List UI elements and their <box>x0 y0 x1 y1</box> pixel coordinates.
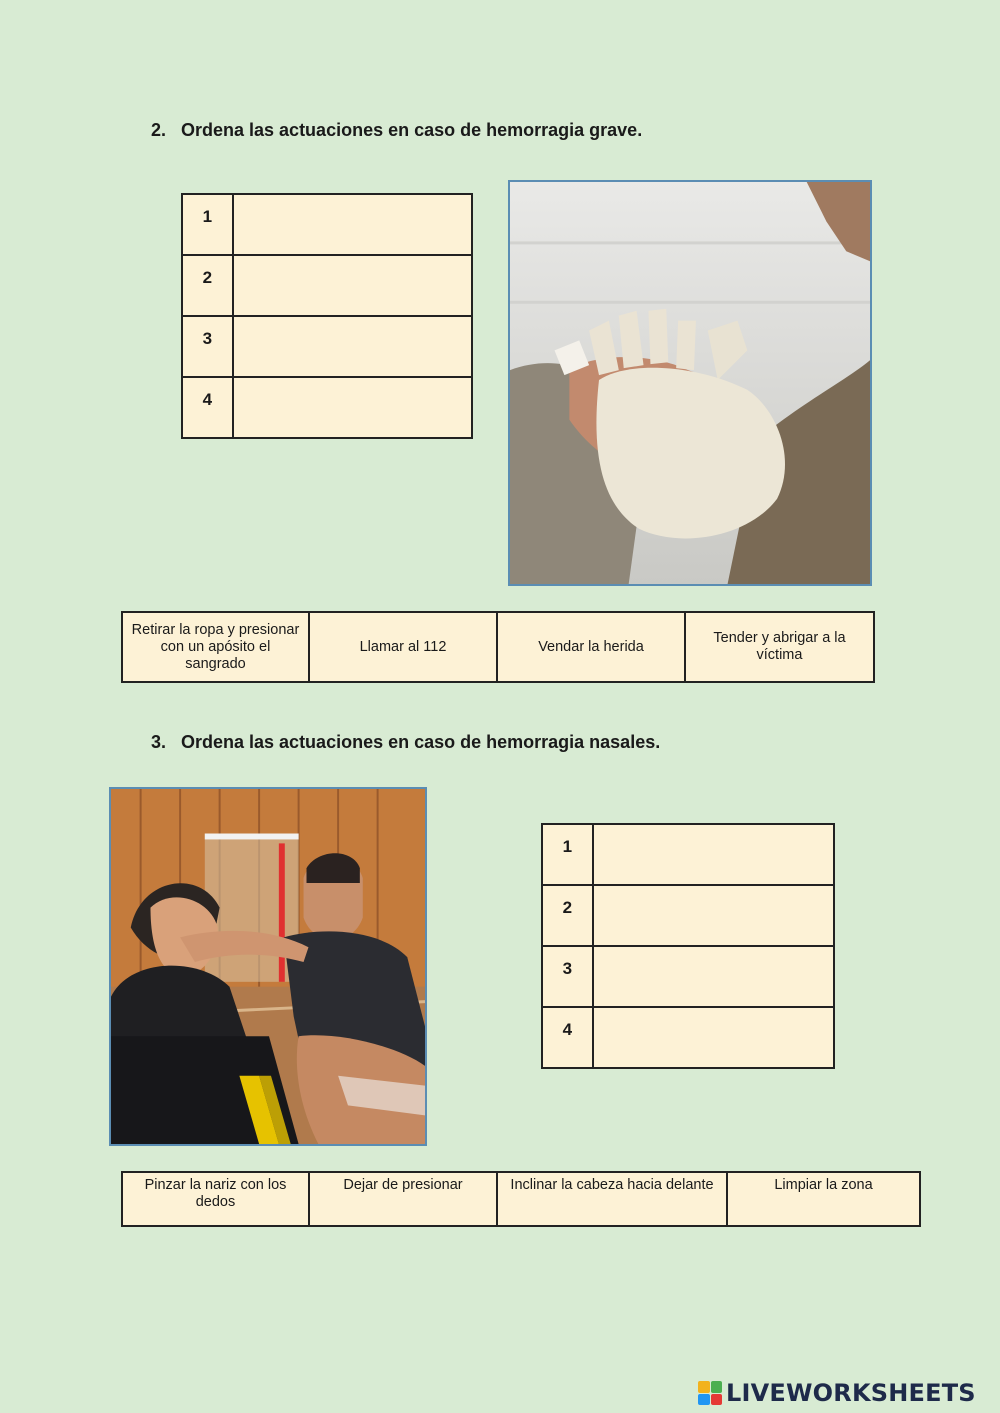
logo-mark-icon <box>698 1381 722 1405</box>
row-number: 2 <box>542 885 593 946</box>
section1-order-table <box>181 193 473 439</box>
row-number: 4 <box>542 1007 593 1068</box>
order-row <box>542 824 834 885</box>
answer-drop-cell[interactable] <box>233 316 472 377</box>
option-tile[interactable]: Dejar de presionar <box>309 1172 497 1226</box>
row-number: 1 <box>542 824 593 885</box>
option-tile[interactable]: Tender y abrigar a la víctima <box>685 612 874 682</box>
order-row <box>542 1007 834 1068</box>
option-tile[interactable]: Pinzar la nariz con los dedos <box>122 1172 309 1226</box>
answer-drop-cell[interactable] <box>593 1007 834 1068</box>
answer-drop-cell[interactable] <box>593 946 834 1007</box>
order-row <box>542 946 834 1007</box>
section1-heading <box>151 120 642 141</box>
row-number: 3 <box>542 946 593 1007</box>
answer-drop-cell[interactable] <box>593 824 834 885</box>
liveworksheets-logo[interactable] <box>698 1377 976 1409</box>
answer-drop-cell[interactable] <box>233 255 472 316</box>
order-row <box>182 255 472 316</box>
row-number: 2 <box>182 255 233 316</box>
section2-heading <box>151 732 660 753</box>
section1-title: Ordena las actuaciones en caso de hemorragia grave. <box>181 120 643 140</box>
row-number: 3 <box>182 316 233 377</box>
section2-number: 3. <box>151 732 167 752</box>
section1-options-table <box>121 611 875 683</box>
nosebleed-photo <box>109 787 427 1146</box>
option-tile[interactable]: Inclinar la cabeza hacia delante <box>497 1172 727 1226</box>
bandaging-hand-photo <box>508 180 872 586</box>
order-row <box>182 316 472 377</box>
answer-drop-cell[interactable] <box>593 885 834 946</box>
order-row <box>542 885 834 946</box>
answer-drop-cell[interactable] <box>233 194 472 255</box>
section2-title: Ordena las actuaciones en caso de hemorragia nasales. <box>181 732 661 752</box>
option-tile[interactable]: Retirar la ropa y presionar con un apósito el sangrado <box>122 612 309 682</box>
option-tile[interactable]: Limpiar la zona <box>727 1172 920 1226</box>
logo-text: LIVEWORKSHEETS <box>726 1379 976 1407</box>
order-row <box>182 194 472 255</box>
row-number: 1 <box>182 194 233 255</box>
section2-options-table <box>121 1171 921 1227</box>
row-number: 4 <box>182 377 233 438</box>
option-tile[interactable]: Vendar la herida <box>497 612 685 682</box>
section2-order-table <box>541 823 835 1069</box>
answer-drop-cell[interactable] <box>233 377 472 438</box>
section1-number: 2. <box>151 120 167 140</box>
option-tile[interactable]: Llamar al 112 <box>309 612 497 682</box>
order-row <box>182 377 472 438</box>
